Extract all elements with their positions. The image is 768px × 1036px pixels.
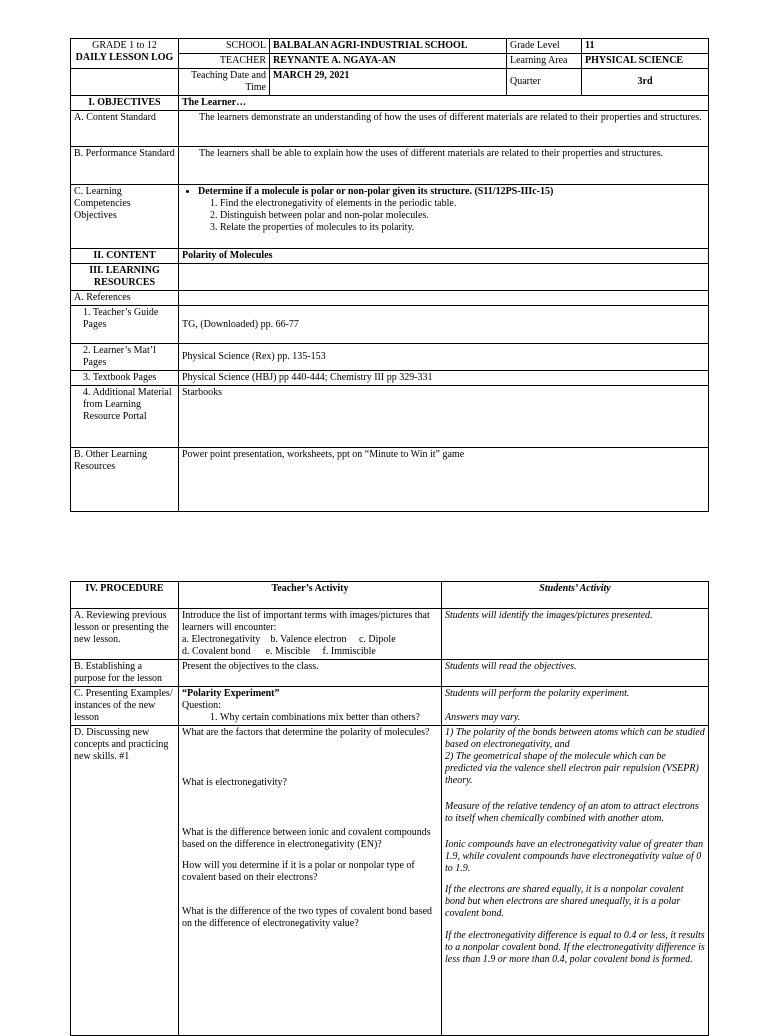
- textbook-value: Physical Science (HBJ) pp 440-444; Chemistry III pp 329-331: [179, 371, 709, 386]
- answer-ionic-covalent: Ionic compounds have an electronegativity value of greater than 1.9, while covalent compounds have electronegativity value of 0 to 1.9.: [445, 839, 704, 874]
- quarter-label: Quarter: [507, 69, 582, 96]
- grade-range: GRADE 1 to 12: [92, 40, 157, 51]
- answer-polar-nonpolar: If the electrons are shared equally, it is a nonpolar covalent bond but when electrons are shared unequally, it is a polar covalent bond.: [445, 884, 684, 919]
- other-resources-label: B. Other Learning Resources: [71, 448, 179, 512]
- term-list-row-1: [182, 634, 438, 646]
- step-a-teacher: [179, 609, 442, 660]
- step-c-students-2: Answers may vary.: [445, 712, 521, 723]
- other-resources-value: Power point presentation, worksheets, ppt on “Minute to Win it” game: [179, 448, 709, 512]
- term-item: b. Valence electron: [270, 634, 347, 645]
- term-item: d. Covalent bond: [182, 646, 251, 657]
- blank-cell: [71, 69, 179, 96]
- additional-value: Starbooks: [179, 386, 709, 448]
- competencies-cell: [179, 185, 709, 249]
- answer-electronegativity: Measure of the relative tendency of an atom to attract electrons to itself when chemically combined with another atom.: [445, 801, 699, 824]
- resources-heading: III. LEARNING RESOURCES: [71, 264, 179, 291]
- term-list-row-2: [182, 646, 438, 658]
- tg-label: 1. Teacher’s Guide Pages: [71, 306, 179, 344]
- competency-item: 3. Relate the properties of molecules to its polarity.: [220, 222, 705, 234]
- question-item: 1. Why certain combinations mix better than others?: [220, 712, 438, 724]
- step-d-students: [442, 726, 709, 1036]
- term-item: c. Dipole: [358, 634, 396, 645]
- step-a-label: A. Reviewing previous lesson or presenting the new lesson.: [71, 609, 179, 660]
- tg-value: TG, (Downloaded) pp. 66-77: [179, 306, 709, 344]
- quarter-value: 3rd: [582, 69, 709, 96]
- grade-level-value: 11: [582, 39, 709, 54]
- textbook-label: 3. Textbook Pages: [71, 371, 179, 386]
- competency-list: [182, 198, 705, 234]
- step-b-students: Students will read the objectives.: [442, 660, 709, 687]
- term-item: e. Miscible: [265, 646, 311, 657]
- question-covalent-types: What is the difference of the two types of covalent bond based on the difference of electronegativity value?: [182, 906, 433, 929]
- answer-covalent-types: If the electronegativity difference is equal to 0.4 or less, it results to a nonpolar covalent bond. If the electronegativity difference is less than 1.9 or more than 0.4, polar covalent bond is formed.: [445, 930, 705, 965]
- lm-value: Physical Science (Rex) pp. 135-153: [179, 344, 709, 371]
- question-label: Question:: [182, 700, 221, 711]
- answer-factors-1: 1) The polarity of the bonds between atoms which can be studied based on electronegativity, and: [445, 727, 705, 750]
- competency-item: 1. Find the electronegativity of elements in the periodic table.: [220, 198, 705, 210]
- question-factors: What are the factors that determine the polarity of molecules?: [182, 727, 430, 738]
- learning-area-label: Learning Area: [507, 54, 582, 69]
- performance-standard-text: The learners shall be able to explain how the uses of different materials are related to their properties and structures.: [179, 147, 709, 185]
- step-a-intro: Introduce the list of important terms with images/pictures that learners will encounter:: [182, 610, 430, 633]
- learner-heading: The Learner…: [179, 96, 709, 111]
- additional-label: 4. Additional Material from Learning Resource Portal: [71, 386, 179, 448]
- question-ionic-covalent: What is the difference between ionic and covalent compounds based on the difference in electronegativity (EN)?: [182, 827, 431, 850]
- content-heading: II. CONTENT: [71, 249, 179, 264]
- question-electronegativity: What is electronegativity?: [182, 777, 287, 788]
- competencies-label: C. Learning Competencies Objectives: [71, 185, 179, 249]
- answer-factors-2: 2) The geometrical shape of the molecule which can be predicted via the valence shell electron pair repulsion (VSEPR) theory.: [445, 751, 699, 786]
- objectives-heading: I. OBJECTIVES: [71, 96, 179, 111]
- date-value: MARCH 29, 2021: [270, 69, 507, 96]
- question-list: [182, 712, 438, 724]
- step-b-teacher: Present the objectives to the class.: [179, 660, 442, 687]
- step-d-label: D. Discussing new concepts and practicing new skills. #1: [71, 726, 179, 1036]
- learning-area-value: PHYSICAL SCIENCE: [582, 54, 709, 69]
- references-label: A. References: [71, 291, 179, 306]
- competency-item: 2. Distinguish between polar and non-polar molecules.: [220, 210, 705, 222]
- step-d-teacher: [179, 726, 442, 1036]
- procedure-heading: IV. PROCEDURE: [71, 582, 179, 609]
- term-item: f. Immiscible: [322, 646, 376, 657]
- term-item: a. Electronegativity: [182, 634, 261, 645]
- students-activity-heading: Students’ Activity: [442, 582, 709, 609]
- references-blank: [179, 291, 709, 306]
- teacher-value: REYNANTE A. NGAYA-AN: [270, 54, 507, 69]
- log-title-cell: [71, 39, 179, 69]
- competency-main-list: [182, 186, 705, 198]
- school-label: SCHOOL: [179, 39, 270, 54]
- log-title: DAILY LESSON LOG: [75, 52, 174, 63]
- step-c-teacher: [179, 687, 442, 726]
- step-c-label: C. Presenting Examples/ instances of the new lesson: [71, 687, 179, 726]
- lm-label: 2. Learner’s Mat’l Pages: [71, 344, 179, 371]
- content-standard-text: The learners demonstrate an understanding of how the uses of different materials are related to their properties and structures.: [179, 111, 709, 147]
- school-value: BALBALAN AGRI-INDUSTRIAL SCHOOL: [270, 39, 507, 54]
- step-b-label: B. Establishing a purpose for the lesson: [71, 660, 179, 687]
- step-a-students: Students will identify the images/pictures presented.: [442, 609, 709, 660]
- step-c-students: [442, 687, 709, 726]
- date-label: Teaching Date and Time: [179, 69, 270, 96]
- lesson-log-table: [70, 38, 709, 512]
- resources-blank: [179, 264, 709, 291]
- step-c-students-1: Students will perform the polarity experiment.: [445, 688, 630, 699]
- grade-level-label: Grade Level: [507, 39, 582, 54]
- teacher-activity-heading: Teacher’s Activity: [179, 582, 442, 609]
- question-polar-nonpolar: How will you determine if it is a polar or nonpolar type of covalent based on their electrons?: [182, 860, 415, 883]
- competency-main: • Determine if a molecule is polar or non-polar given its structure. (S11/12PS-IIIc-15): [198, 186, 705, 198]
- content-standard-label: A. Content Standard: [71, 111, 179, 147]
- procedure-table: [70, 581, 709, 1036]
- performance-standard-label: B. Performance Standard: [71, 147, 179, 185]
- content-value: Polarity of Molecules: [179, 249, 709, 264]
- experiment-title: “Polarity Experiment”: [182, 688, 280, 699]
- teacher-label: TEACHER: [179, 54, 270, 69]
